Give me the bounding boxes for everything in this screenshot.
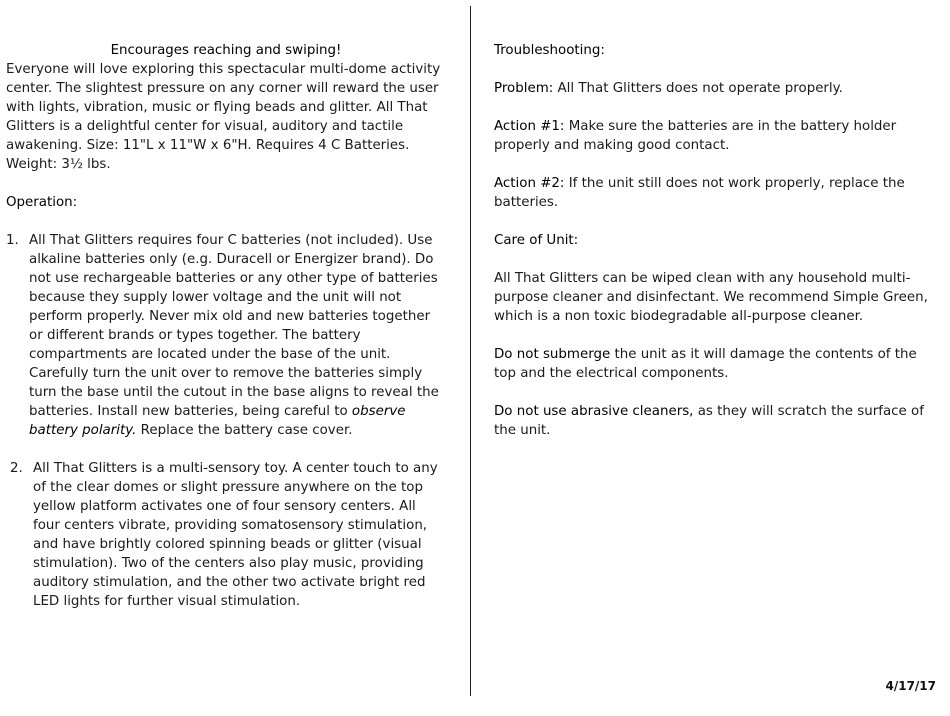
care-heading: Care of Unit:: [494, 233, 579, 248]
item-text: All That Glitters requires four C batteries (not included). Use alkaline batteries only (e.g. Duracell or Energizer brand). Do not use rechargeable batteries or any other type of batteries because they supply lower voltage and the unit will not perform properly. Never mix old and new batteries together or different brands or types together. The battery compartments are located under the base of the unit. Carefully turn the unit over to remove the batteries simply turn the base until the cutout in the base aligns to reveal the batteries. Install new batteries, being careful to: [29, 233, 439, 419]
action2-paragraph: [494, 174, 934, 212]
spacer: [6, 212, 446, 231]
abrasive-label: Do not use abrasive cleaners,: [494, 404, 694, 419]
action2-label: Action #2:: [494, 176, 565, 191]
action1-paragraph: [494, 117, 934, 155]
intro-paragraph: Everyone will love exploring this spectacular multi-dome activity center. The slightest pressure on any corner will reward the user with lights, vibration, music or flying beads and glitter. All That Glitters is a delightful center for visual, auditory and tactile awakening. Size: 11"L x 11"W x 6"H. Requires 4 C Batteries. Weight: 3½ lbs.: [6, 62, 441, 172]
spacer: [494, 383, 934, 402]
submerge-paragraph: [494, 345, 934, 383]
abrasive-paragraph: [494, 402, 934, 440]
action1-text: Make sure the batteries are in the battery holder properly and making good contact.: [494, 119, 897, 153]
action1-label: Action #1:: [494, 119, 565, 134]
problem-label: Problem:: [494, 81, 554, 96]
submerge-label: Do not submerge: [494, 347, 611, 362]
column-divider: [470, 6, 471, 696]
spacer: [494, 60, 934, 79]
document-date: 4/17/17: [885, 679, 936, 693]
submerge-text: the unit as it will damage the contents of the top and the electrical components.: [494, 347, 917, 381]
care-paragraph: All That Glitters can be wiped clean with any household multi-purpose cleaner and disinfectant. We recommend Simple Green, which is a non toxic biodegradable all-purpose cleaner.: [494, 271, 928, 324]
operation-list: [6, 231, 446, 611]
problem-paragraph: [494, 79, 934, 98]
item-number: 1.: [6, 233, 19, 248]
item-number: 2.: [10, 461, 23, 476]
operation-heading: Operation:: [6, 195, 78, 210]
spacer: [494, 326, 934, 345]
operation-item-2: [6, 459, 446, 611]
spacer: [494, 250, 934, 269]
spacer: [494, 98, 934, 117]
item-text: All That Glitters is a multi-sensory toy. A center touch to any of the clear domes or slight pressure anywhere on the top yellow platform activates one of four sensory centers. All four centers vibrate, providing somatosensory stimulation, and have brightly colored spinning beads or glitter (visual stimulation). Two of the centers also play music, providing auditory stimulation, and the other two activate bright red LED lights for further visual stimulation.: [33, 461, 438, 609]
problem-text: All That Glitters does not operate properly.: [553, 81, 843, 96]
action2-text: If the unit still does not work properly, replace the batteries.: [494, 176, 905, 210]
item-text-after: Replace the battery case cover.: [136, 423, 353, 438]
spacer: [6, 440, 446, 459]
operation-item-1: [6, 231, 446, 440]
tagline-heading: Encourages reaching and swiping!: [110, 43, 342, 58]
left-column: [6, 41, 446, 611]
spacer: [494, 155, 934, 174]
troubleshooting-heading: Troubleshooting:: [494, 43, 605, 58]
spacer: [494, 212, 934, 231]
right-column: [494, 41, 934, 440]
polarity-emphasis: observe battery polarity.: [29, 404, 406, 438]
spacer: [6, 174, 446, 193]
abrasive-text: as they will scratch the surface of the unit.: [494, 404, 924, 438]
